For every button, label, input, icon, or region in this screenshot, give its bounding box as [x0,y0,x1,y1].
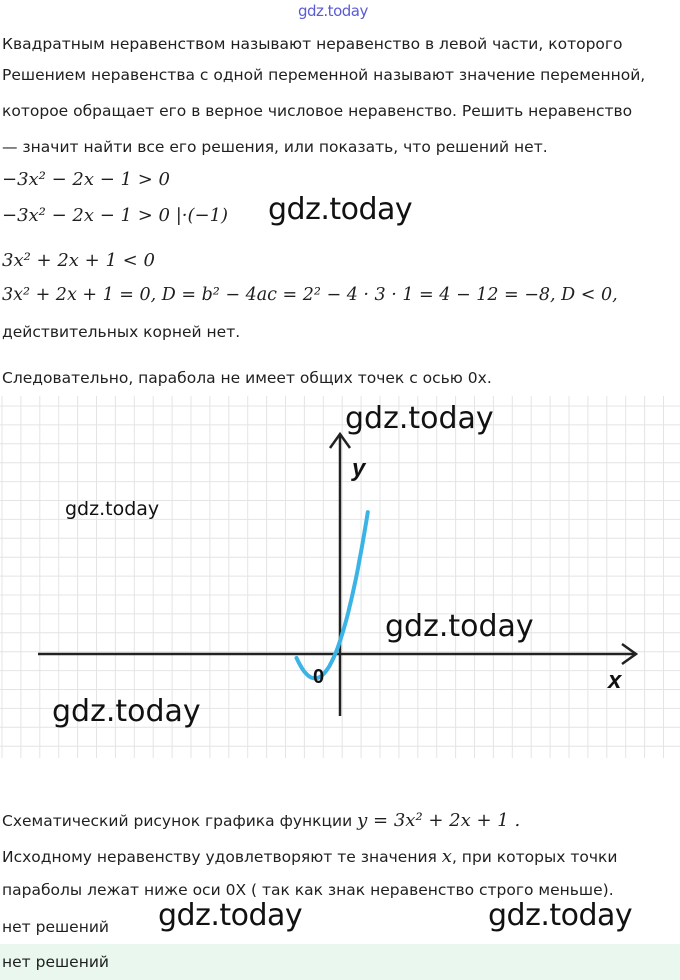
variable-x: x [441,846,452,867]
text-line-1: Квадратным неравенством называют неравенство в левой части, которого [2,35,623,53]
x-axis-label: x [608,667,622,694]
origin-label: 0 [313,666,325,688]
answer-text: нет решений [2,953,110,971]
text-line-6: Следовательно, парабола не имеет общих точек с осью 0х. [2,369,492,387]
text-line-5: действительных корней нет. [2,323,241,341]
math-line-2: −3x² − 2x − 1 > 0 |·(−1) [2,205,229,226]
text-line-10: нет решений [2,918,110,936]
text-line-4: — значит найти все его решения, или показать, что решений нет. [2,138,548,156]
watermark: gdz.today [52,694,201,729]
text-line-7 [2,810,520,831]
watermark: gdz.today [65,498,160,520]
parabola-graph [0,396,680,758]
y-axis-label: y [352,455,366,482]
function-formula: y = 3x² + 2x + 1 . [357,810,521,831]
text-line-8-suffix: , при которых точки [451,848,618,866]
watermark: gdz.today [345,401,494,436]
watermark: gdz.today [268,192,413,227]
text-line-9: параболы лежат ниже оси 0Х ( так как знак неравенство строго меньше). [2,881,614,899]
watermark: gdz.today [385,609,534,644]
text-line-7-prefix: Схематический рисунок графика функции [2,812,358,830]
math-line-1: −3x² − 2x − 1 > 0 [2,169,170,190]
watermark: gdz.today [158,898,303,933]
watermark: gdz.today [488,898,633,933]
watermark-top: gdz.today [298,2,368,20]
math-line-4: 3x² + 2x + 1 = 0, D = b² − 4ac = 2² − 4 · 3 · 1 = 4 − 12 = −8, D < 0, [2,285,618,305]
text-line-8-prefix: Исходному неравенству удовлетворяют те значения [2,848,442,866]
answer-box [0,944,680,980]
text-line-3: которое обращает его в верное числовое неравенство. Решить неравенство [2,102,633,120]
math-line-3: 3x² + 2x + 1 < 0 [2,250,155,271]
text-line-2: Решением неравенства с одной переменной называют значение переменной, [2,66,646,84]
text-line-8 [2,846,617,867]
